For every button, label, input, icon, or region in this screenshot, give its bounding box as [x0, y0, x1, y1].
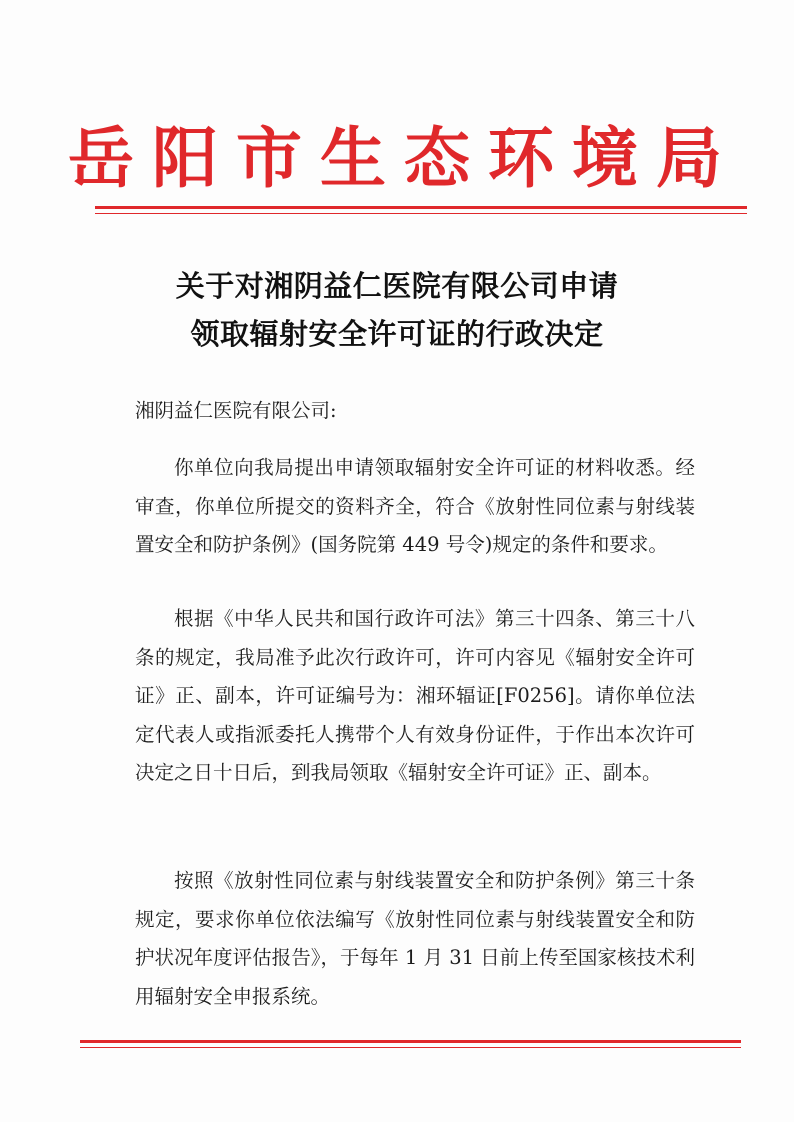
header-red-rule-thick	[95, 206, 747, 209]
paragraph-text: 你单位向我局提出申请领取辐射安全许可证的材料收悉。经审查，你单位所提交的资料齐全，符合《放射性同位素与射线装置安全和防护条例》(国务院第 449 号令)规定的条件和要求。	[135, 456, 695, 556]
footer-red-rule-thin	[80, 1047, 741, 1048]
paragraph-text: 按照《放射性同位素与射线装置安全和防护条例》第三十条规定，要求你单位依法编写《放射性同位素与射线装置安全和防护状况年度评估报告》，于每年 1 月 31 日前上传至国家核技术利用辐射安全申报系统。	[135, 869, 695, 1008]
header-red-rule-thin	[95, 213, 747, 214]
paragraph-text: 根据《中华人民共和国行政许可法》第三十四条、第三十八条的规定，我局准予此次行政许可，许可内容见《辐射安全许可证》正、副本，许可证编号为：湘环辐证[F0256]。请你单位法定代表人或指派委托人携带个人有效身份证件，于作出本次许可决定之日十日后，到我局领取《辐射安全许可证》正、副本。	[135, 607, 695, 784]
letterhead-agency-name: 岳阳市生态环境局	[68, 119, 740, 197]
body-paragraph-1	[135, 449, 695, 565]
salutation: 湘阴益仁医院有限公司:	[135, 399, 337, 422]
document-title-line-1: 关于对湘阴益仁医院有限公司申请	[175, 269, 619, 303]
body-paragraph-3	[135, 862, 695, 1016]
footer-red-rule-thick	[80, 1040, 741, 1043]
body-paragraph-2	[135, 600, 695, 793]
document-title-line-2: 领取辐射安全许可证的行政决定	[190, 317, 604, 351]
